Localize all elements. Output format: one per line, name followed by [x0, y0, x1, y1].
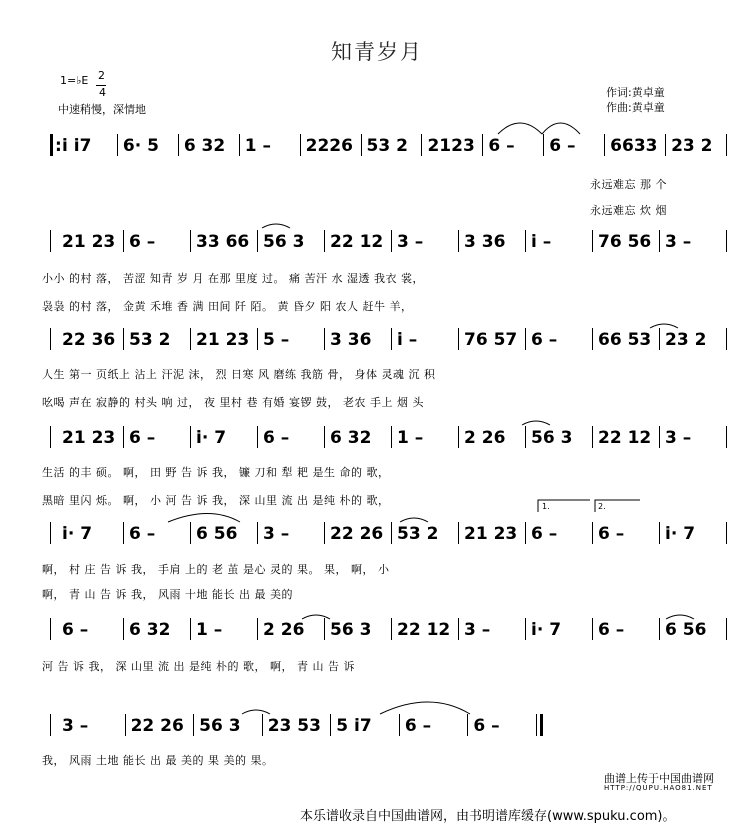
measure-notes: 6· 5 — [122, 136, 159, 156]
barline — [726, 426, 727, 448]
time-numerator: 2 — [98, 69, 105, 82]
barline — [190, 426, 191, 448]
barline — [391, 328, 392, 350]
lyric-line: 啊， 青 山 告 诉 我， 风雨 十地 能长 出 最 美的 — [42, 588, 293, 601]
barline — [458, 522, 459, 544]
barline — [193, 714, 194, 736]
measure-notes: 21 23 — [62, 428, 116, 448]
barline — [324, 426, 325, 448]
barline — [467, 714, 468, 736]
measure-notes: 6 – — [62, 620, 89, 640]
measure-notes: 6 56 — [665, 620, 707, 640]
barline — [324, 328, 325, 350]
lyric-line: 人生 第一 页纸上 沾上 汗泥 沫， 烈 日寒 风 磨练 我筋 骨， 身体 灵魂 沉 积 — [42, 368, 436, 381]
song-title: 知青岁月 — [331, 40, 423, 64]
volta-1-label: 1. — [542, 502, 550, 511]
key-signature: 1=♭E — [60, 74, 89, 87]
measure-notes: 22 12 — [598, 428, 652, 448]
lyric-line: 永远难忘 那 个 — [590, 178, 667, 191]
barline — [257, 328, 258, 350]
barline — [659, 522, 660, 544]
barline — [543, 134, 544, 156]
measure-notes: 22 26 — [130, 716, 184, 736]
barline — [592, 426, 593, 448]
measure-notes: 6 – — [549, 136, 576, 156]
footer-note: 本乐谱收录自中国曲谱网，由书明谱库缓存(www.spuku.com)。 — [300, 809, 676, 824]
barline — [50, 618, 51, 640]
measure-notes: 3 – — [665, 428, 692, 448]
barline — [391, 426, 392, 448]
lyric-line: 我， 风雨 土地 能长 出 最 美的 果 美的 果。 — [42, 754, 274, 767]
barline — [239, 134, 240, 156]
measure-notes: 23 53 — [267, 716, 321, 736]
site-url: HTTP://QUPU.HAO81.NET — [604, 784, 713, 792]
barline — [458, 618, 459, 640]
measure-notes: 6 – — [129, 232, 156, 252]
score-row — [40, 132, 720, 160]
measure-notes: 3 36 — [330, 330, 372, 350]
barline — [592, 522, 593, 544]
score-row — [40, 712, 720, 740]
barline — [50, 522, 51, 544]
measure-notes: 6 – — [263, 428, 290, 448]
barline — [330, 714, 331, 736]
final-barline — [540, 714, 543, 736]
measure-notes: 2 26 — [263, 620, 305, 640]
measure-notes: 3 – — [62, 716, 89, 736]
measure-notes: 56 3 — [531, 428, 573, 448]
measure-notes: i̇ i̇7 — [62, 136, 92, 156]
barline — [659, 426, 660, 448]
barline — [361, 134, 362, 156]
barline — [324, 618, 325, 640]
measure-notes: i̇· 7 — [62, 524, 93, 544]
barline — [50, 714, 51, 736]
time-denominator: 4 — [99, 86, 106, 99]
barline — [257, 426, 258, 448]
measure-notes: 21 23 — [196, 330, 250, 350]
measure-notes: 6 32 — [183, 136, 226, 156]
measure-notes: 53 2 — [397, 524, 439, 544]
barline — [659, 328, 660, 350]
barline — [458, 328, 459, 350]
barline — [726, 328, 727, 350]
barline — [190, 618, 191, 640]
measure-notes: 6 – — [598, 524, 625, 544]
score-row — [40, 616, 720, 644]
measure-notes: 6633 — [610, 136, 658, 156]
barline — [726, 618, 727, 640]
measure-notes: 76 57 — [464, 330, 518, 350]
barline — [50, 328, 51, 350]
barline — [659, 230, 660, 252]
barline — [324, 522, 325, 544]
barline — [525, 426, 526, 448]
lyric-line: 小小 的村 落， 苦涩 知青 岁 月 在那 里度 过。 痛 苦汗 水 湿透 我衣 裳， — [42, 272, 424, 285]
lyric-line: 吆喝 声在 寂静的 村头 响 过， 夜 里村 巷 有婚 宴锣 鼓， 老农 手上 烟 头 — [42, 396, 424, 409]
score-row — [40, 424, 720, 452]
barline — [726, 522, 727, 544]
barline — [525, 328, 526, 350]
lyric-line: 啊， 村 庄 告 诉 我， 手肩 上的 老 茧 是心 灵的 果。 果， 啊， 小 — [42, 563, 390, 576]
measure-notes: 21 23 — [464, 524, 518, 544]
barline — [190, 328, 191, 350]
measure-notes: 56 3 — [263, 232, 305, 252]
measure-notes: 1 – — [397, 428, 424, 448]
measure-notes: 5 i̇7 — [336, 716, 372, 736]
measure-notes: 3 – — [464, 620, 491, 640]
measure-notes: 3 – — [665, 232, 692, 252]
measure-notes: 2 26 — [464, 428, 506, 448]
barline — [482, 134, 483, 156]
measure-notes: 6 – — [129, 428, 156, 448]
measure-notes: 22 26 — [330, 524, 384, 544]
measure-notes: 22 36 — [62, 330, 116, 350]
barline — [458, 230, 459, 252]
barline — [178, 134, 179, 156]
barline — [300, 134, 301, 156]
barline — [391, 230, 392, 252]
barline — [665, 134, 666, 156]
measure-notes: 23 2 — [665, 330, 707, 350]
lyric-line: 生活 的丰 硕。 啊， 田 野 告 诉 我， 镰 刀和 犁 耙 是生 命的 歌， — [42, 466, 390, 479]
tempo-marking: 中速稍慢，深情地 — [58, 103, 146, 116]
barline — [525, 522, 526, 544]
repeat-sign: : — [55, 136, 62, 156]
barline — [50, 134, 53, 156]
measure-notes: 3 – — [397, 232, 424, 252]
barline — [257, 230, 258, 252]
barline — [726, 230, 727, 252]
barline — [50, 230, 51, 252]
measure-notes: 33 66 — [196, 232, 250, 252]
measure-notes: 1 – — [196, 620, 223, 640]
measure-notes: i̇· 7 — [531, 620, 562, 640]
barline — [604, 134, 605, 156]
measure-notes: 56 3 — [199, 716, 241, 736]
barline — [659, 618, 660, 640]
measure-notes: 6 – — [531, 524, 558, 544]
measure-notes: 3 36 — [464, 232, 506, 252]
measure-notes: 23 2 — [671, 136, 713, 156]
measure-notes: 1 – — [244, 136, 271, 156]
measure-notes: i̇ – — [397, 330, 418, 350]
measure-notes: i̇· 7 — [196, 428, 227, 448]
barline — [123, 618, 124, 640]
measure-notes: 2123 — [427, 136, 475, 156]
lyric-line: 黑暗 里闪 烁。 啊， 小 河 告 诉 我， 深 山里 流 出 是纯 朴的 歌， — [42, 494, 390, 507]
measure-notes: i̇ – — [531, 232, 552, 252]
measure-notes: 21 23 — [62, 232, 116, 252]
barline — [257, 618, 258, 640]
measure-notes: 6 – — [531, 330, 558, 350]
measure-notes: 5 – — [263, 330, 290, 350]
barline — [190, 522, 191, 544]
measure-notes: 6 – — [488, 136, 515, 156]
measure-notes: 22 12 — [397, 620, 451, 640]
barline — [391, 522, 392, 544]
lyric-line: 袅袅 的村 落， 金黄 禾堆 香 满 田间 阡 陌。 黄 昏夕 阳 农人 赶牛 羊， — [42, 300, 413, 313]
measure-notes: 56 3 — [330, 620, 372, 640]
lyric-line: 河 告 诉 我， 深 山里 流 出 是纯 朴的 歌， 啊， 青 山 告 诉 — [42, 660, 355, 673]
barline — [123, 522, 124, 544]
measure-notes: 53 2 — [129, 330, 171, 350]
barline — [123, 230, 124, 252]
barline — [592, 328, 593, 350]
barline — [262, 714, 263, 736]
measure-notes: 6 – — [473, 716, 500, 736]
measure-notes: 6 32 — [129, 620, 171, 640]
barline — [125, 714, 126, 736]
barline — [123, 328, 124, 350]
measure-notes: 6 56 — [196, 524, 238, 544]
measure-notes: 6 – — [598, 620, 625, 640]
barline — [190, 230, 191, 252]
measure-notes: 6 – — [404, 716, 432, 736]
measure-notes: 2226 — [305, 136, 353, 156]
barline — [324, 230, 325, 252]
barline — [536, 714, 537, 736]
measure-notes: 53 2 — [366, 136, 408, 156]
barline — [525, 230, 526, 252]
barline — [50, 426, 51, 448]
barline — [592, 230, 593, 252]
measure-notes: 66 53 — [598, 330, 652, 350]
barline — [117, 134, 118, 156]
lyric-line: 永远难忘 炊 烟 — [590, 204, 667, 217]
barline — [391, 618, 392, 640]
barline — [592, 618, 593, 640]
measure-notes: 76 56 — [598, 232, 652, 252]
upload-note: 曲谱上传于中国曲谱网 — [604, 772, 714, 785]
barline — [525, 618, 526, 640]
measure-notes: 22 12 — [330, 232, 384, 252]
measure-notes: 6 – — [129, 524, 156, 544]
score-row — [40, 520, 720, 548]
volta-2-label: 2. — [598, 502, 606, 511]
measure-notes: 3 – — [263, 524, 290, 544]
barline — [458, 426, 459, 448]
score-row — [40, 326, 720, 354]
barline — [399, 714, 400, 736]
score-row — [40, 228, 720, 256]
barline — [123, 426, 124, 448]
barline — [257, 522, 258, 544]
barline — [726, 134, 727, 156]
measure-notes: i̇· 7 — [665, 524, 696, 544]
lyricist-credit: 作词:黄卓童 — [606, 86, 665, 99]
measure-notes: 6 32 — [330, 428, 372, 448]
barline — [421, 134, 422, 156]
composer-credit: 作曲:黄卓童 — [606, 101, 665, 114]
